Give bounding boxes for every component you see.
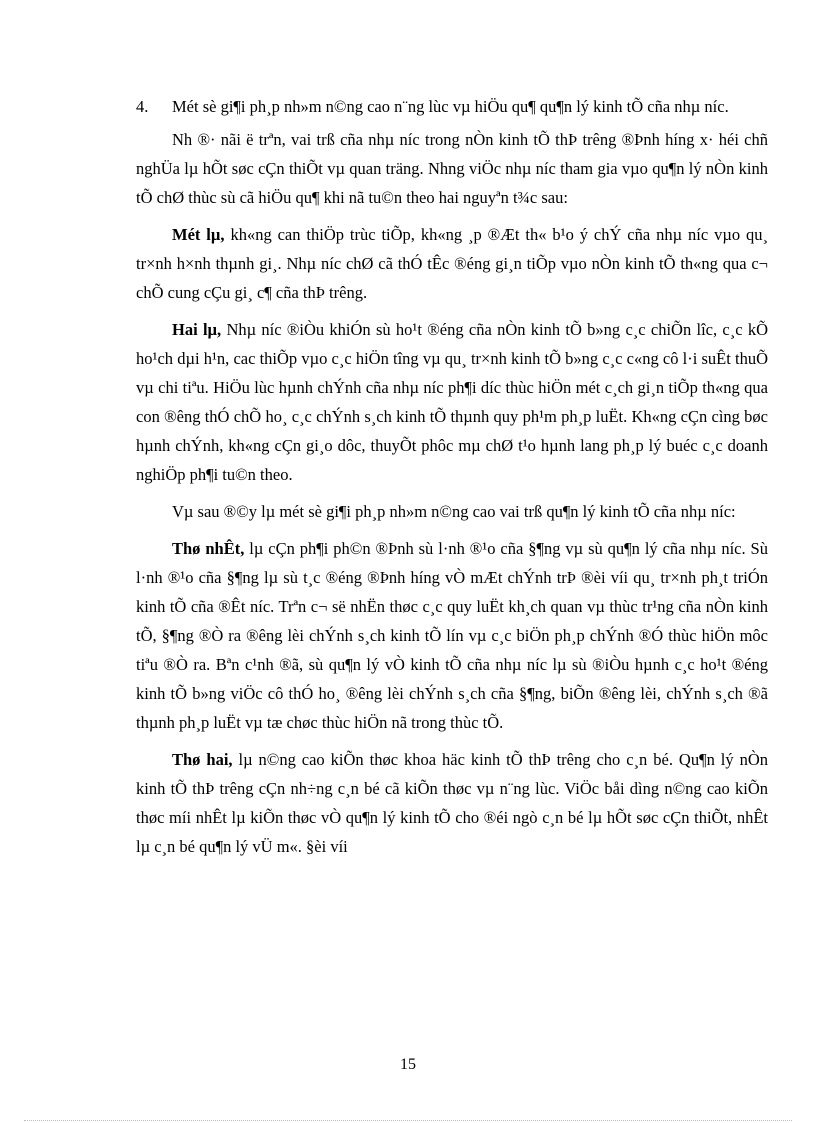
paragraph-text: lµ cÇn ph¶i ph©n ®Þnh sù l·nh ®¹o cña §¶ng vµ sù qu¶n lý cña nhµ níc. Sù l·nh ®¹o cña §¶ng lµ sù t¸c ®éng ®Þnh híng vÒ mÆt chÝnh trÞ ®èi víi qu¸ tr×nh ph¸t triÓn kinh tÕ cña ®Êt níc. Trªn c¬ së nhËn thøc c¸c quy luËt kh¸ch quan vµ thùc tr¹ng cña nÒn kinh tÕ, §¶ng ®Ò ra ®êng lèi chÝnh s¸ch kinh tÕ lín vµ c¸c biÖn ph¸p chÝnh ®Ó thùc hiÖn môc tiªu ®Ò ra. Bªn c¹nh ®ã, sù qu¶n lý vÒ kinh tÕ cña nhµ níc lµ sù ®iÒu hµnh c¸c ho¹t ®éng kinh tÕ b»ng viÖc cô thÓ ho¸ ®êng lèi chÝnh s¸ch cña §¶ng, biÕn ®êng lèi, chÝnh s¸ch ®ã thµnh ph¸p luËt vµ tæ chøc thùc hiÖn nã trong thùc tÕ. — [136, 539, 768, 732]
paragraph-transition — [136, 497, 768, 526]
section-heading — [136, 92, 768, 121]
page-body — [136, 92, 768, 869]
paragraph-lead: Thø nhÊt, — [172, 539, 245, 558]
page-number: 15 — [400, 1056, 416, 1073]
paragraph-text: lµ n©ng cao kiÕn thøc khoa häc kinh tÕ thÞ trêng cho c¸n bé. Qu¶n lý nÒn kinh tÕ thÞ trêng cÇn nh÷ng c¸n bé cã kiÕn thøc vµ n¨ng lùc. ViÖc båi dìng n©ng cao kiÕn thøc míi nhÊt lµ kiÕn thøc vÒ qu¶n lý kinh tÕ cho ®éi ngò c¸n bé lµ hÕt søc cÇn thiÕt, nhÊt lµ c¸n bé qu¶n lý vÜ m«. §èi víi — [136, 750, 768, 856]
paragraph-text: kh«ng can thiÖp trùc tiÕp, kh«ng ¸p ®Æt th« b¹o ý chÝ cña nhµ níc vµo qu¸ tr×nh h×nh thµnh gi¸. Nhµ níc chØ cã thÓ tÊc ®éng gi¸n tiÕp vµo nÒn kinh tÕ th«ng qua c¬ chÕ cung cÇu gi¸ c¶ cña thÞ trêng. — [136, 225, 769, 302]
paragraph-intro — [136, 125, 768, 212]
section-title: Mét sè gi¶i ph¸p nh»m n©ng cao n¨ng lùc vµ hiÖu qu¶ qu¶n lý kinh tÕ cña nhµ níc. — [172, 97, 729, 116]
paragraph-lead: Thø hai, — [172, 750, 233, 769]
paragraph-solution-two — [136, 745, 768, 861]
paragraph-text: Nh ®· nãi ë trªn, vai trß cña nhµ níc trong nÒn kinh tÕ thÞ trêng ®Þnh híng x· héi chñ nghÜa lµ hÕt søc cÇn thiÕt vµ quan träng. Nhng viÖc nhµ níc tham gia vµo qu¶n lý nÒn kinh tÕ chØ thùc sù cã hiÖu qu¶ khi nã tu©n theo hai nguyªn t¾c sau: — [136, 130, 768, 207]
paragraph-text: Nhµ níc ®iÒu khiÓn sù ho¹t ®éng cña nÒn kinh tÕ b»ng c¸c chiÕn lîc, c¸c kÕ ho¹ch dµi h¹n, cac thiÕp vµo c¸c hiÖn tîng vµ qu¸ tr×nh kinh tÕ b»ng c¸c c«ng cô l·i suÊt thuÕ vµ chi tiªu. HiÖu lùc hµnh chÝnh cña nhµ níc ph¶i díc thùc hiÖn mét c¸ch gi¸n tiÕp th«ng qua con ®êng thÓ chÕ ho¸ c¸c chÝnh s¸ch kinh tÕ thµnh quy ph¹m ph¸p luËt. Kh«ng cÇn cìng bøc hµnh chÝnh, kh«ng cÇn gi¸o dôc, thuyÕt phôc mµ chØ t¹o hµnh lang ph¸p lý buéc c¸c doanh nghiÖp ph¶i tu©n theo. — [136, 320, 768, 484]
page-bottom-rule — [24, 1120, 792, 1121]
paragraph-principle-two — [136, 315, 768, 489]
section-number: 4. — [136, 97, 149, 116]
paragraph-solution-one — [136, 534, 768, 737]
paragraph-lead: Mét lµ, — [172, 225, 225, 244]
paragraph-text: Vµ sau ®©y lµ mét sè gi¶i ph¸p nh»m n©ng cao vai trß qu¶n lý kinh tÕ cña nhµ níc: — [172, 502, 736, 521]
paragraph-principle-one — [136, 220, 768, 307]
paragraph-lead: Hai lµ, — [172, 320, 222, 339]
